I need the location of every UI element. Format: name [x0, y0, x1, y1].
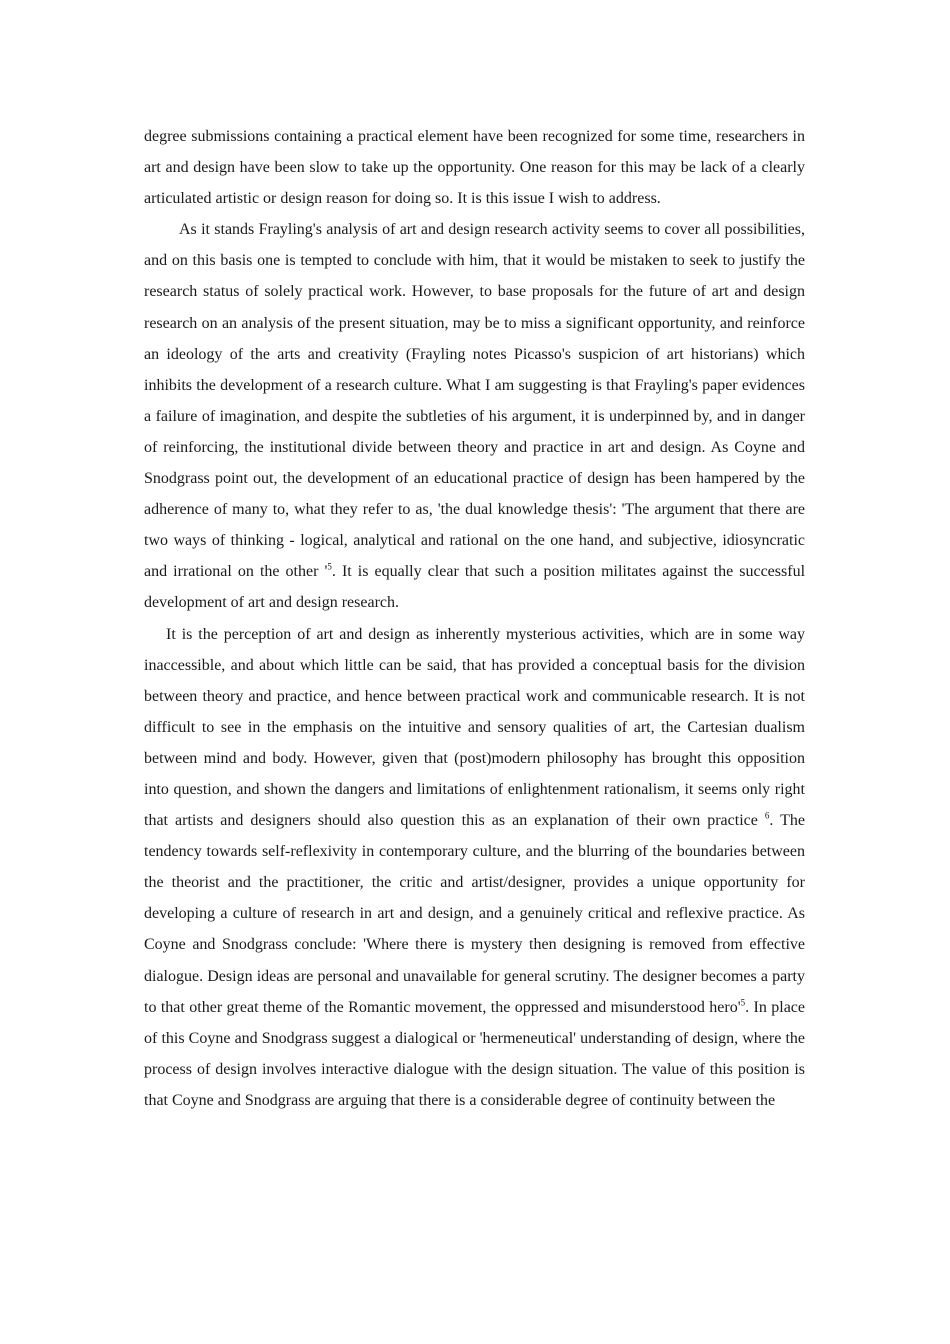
paragraph-1 — [144, 121, 805, 214]
document-page — [144, 121, 805, 1116]
paragraph-3 — [144, 619, 805, 1117]
paragraph-3-text-3: . In place of this Coyne and Snodgrass suggest a dialogical or 'hermeneutical' understanding of design, where the process of design involves interactive dialogue with the design situation. The value of this position is that Coyne and Snodgrass are arguing that there is a considerable degree of continuity between the — [144, 998, 806, 1109]
paragraph-2-text-1: As it stands Frayling's analysis of art and design research activity seems to cover all possibilities, and on this basis one is tempted to conclude with him, that it would be mistaken to seek to justify the research status of solely practical work. However, to base proposals for the future of art and design research on an analysis of the present situation, may be to miss a significant opportunity, and reinforce an ideology of the arts and creativity (Frayling notes Picasso's suspicion of art historians) which inhibits the development of a research culture. What I am suggesting is that Frayling's paper evidences a failure of imagination, and despite the subtleties of his argument, it is underpinned by, and in danger of reinforcing, the institutional divide between theory and practice in art and design. As Coyne and Snodgrass point out, the development of an educational practice of design has been hampered by the adherence of many to, what they refer to as, 'the dual knowledge thesis': 'The argument that there are two ways of thinking - logical, analytical and rational on the one hand, and subjective, idiosyncratic and irrational on the other ' — [144, 221, 805, 581]
paragraph-3-text-2: . The tendency towards self-reflexivity in contemporary culture, and the blurring of the boundaries between the theorist and the practitioner, the critic and artist/designer, provides a unique opportunity for developing a culture of research in art and design, and a genuinely critical and reflexive practice. As Coyne and Snodgrass conclude: 'Where there is mystery then designing is removed from effective dialogue. Design ideas are personal and unavailable for general scrutiny. The designer becomes a party to that other great theme of the Romantic movement, the oppressed and misunderstood hero' — [144, 812, 806, 1016]
paragraph-3-text-1: It is the perception of art and design as inherently mysterious activities, which are in some way inaccessible, and about which little can be said, that has provided a conceptual basis for the division between theory and practice, and hence between practical work and communicable research. It is not difficult to see in the emphasis on the intuitive and sensory qualities of art, the Cartesian dualism between mind and body. However, given that (post)modern philosophy has brought this opposition into question, and shown the dangers and limitations of enlightenment rationalism, it seems only right that artists and designers should also question this as an explanation of their own practice — [144, 625, 805, 830]
paragraph-2-text-2: . It is equally clear that such a position militates against the successful development of art and design research. — [144, 563, 806, 612]
footnote-ref-5b: 5 — [740, 997, 746, 1008]
footnote-ref-6: 6 — [764, 810, 770, 821]
paragraph-1-text-1: degree submissions containing a practical element have been recognized for some time, researchers in art and design have been slow to take up the opportunity. One reason for this may be lack of a clearly articulated artistic or design reason for doing so. It is this issue I wish to address. — [144, 128, 805, 208]
footnote-ref-5: 5 — [327, 561, 332, 572]
paragraph-2 — [144, 214, 805, 618]
